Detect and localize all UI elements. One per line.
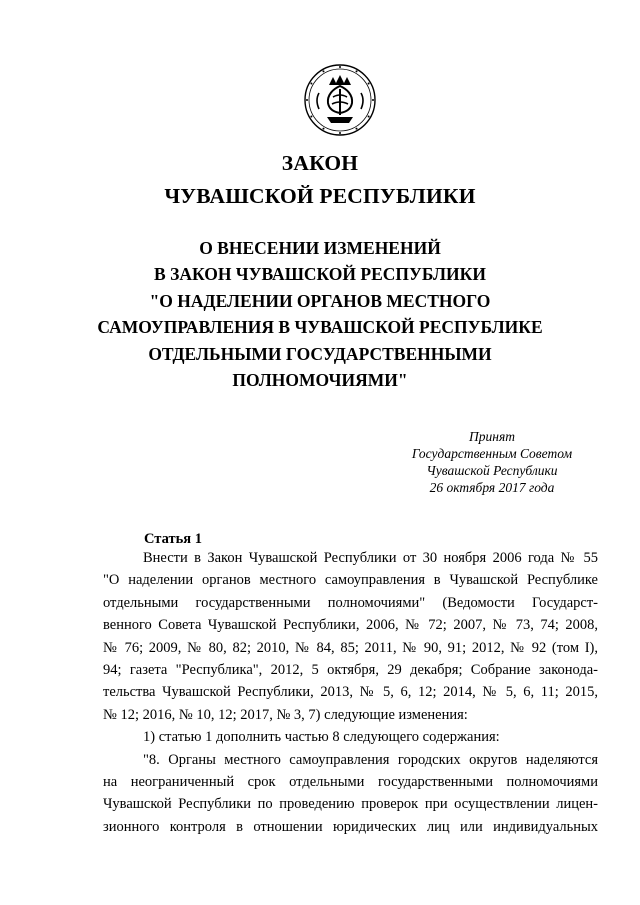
body-line: № 76; 2009, № 80, 82; 2010, № 84, 85; 2011, № 90, 91; 2012, № 92 (том I), <box>103 639 598 656</box>
body-line: на неограниченный срок отдельными государственными полномочиями <box>103 773 598 790</box>
law-subject-line: В ЗАКОН ЧУВАШСКОЙ РЕСПУБЛИКИ <box>154 264 486 285</box>
body-line: Чувашской Республики по проведению проверок при осуществлении лицен- <box>103 796 598 813</box>
chuvash-republic-emblem-icon <box>303 63 377 137</box>
body-line: "О наделении органов местного самоуправления в Чувашской Республике <box>103 572 598 589</box>
law-title-line2: ЧУВАШСКОЙ РЕСПУБЛИКИ <box>164 184 476 208</box>
law-title-line1: ЗАКОН <box>281 151 359 175</box>
law-subject-line: ОТДЕЛЬНЫМИ ГОСУДАРСТВЕННЫМИ <box>148 343 492 364</box>
body-line: 1) статью 1 дополнить частью 8 следующего содержания: <box>143 729 500 746</box>
adoption-line: 26 октября 2017 года <box>429 480 555 495</box>
body-line: "8. Органы местного самоуправления городских округов наделяются <box>143 751 598 768</box>
adoption-line: Чувашской Республики <box>426 463 558 478</box>
law-subject-line: ПОЛНОМОЧИЯМИ" <box>232 370 408 391</box>
body-line: № 12; 2016, № 10, 12; 2017, № 3, 7) следующие изменения: <box>103 706 468 723</box>
adoption-line: Государственным Советом <box>411 446 573 461</box>
body-line: венного Совета Чувашской Республики, 2006, № 72; 2007, № 73, 74; 2008, <box>103 617 598 634</box>
adoption-note <box>392 428 592 496</box>
law-subject-line: "О НАДЕЛЕНИИ ОРГАНОВ МЕСТНОГО <box>149 290 491 311</box>
body-line: тельства Чувашской Республики, 2013, № 5, 6, 12; 2014, № 5, 6, 11; 2015, <box>103 684 598 701</box>
law-subject-line: О ВНЕСЕНИИ ИЗМЕНЕНИЙ <box>199 238 441 258</box>
law-subject <box>0 235 640 393</box>
body-line: зионного контроля в отношении юридических лиц или индивидуальных <box>103 818 598 835</box>
body-line: Внести в Закон Чувашской Республики от 30 ноября 2006 года № 55 <box>143 550 598 566</box>
body-line: 94; газета "Республика", 2012, 5 октября, 29 декабря; Собрание законода- <box>103 661 598 678</box>
article-body <box>103 547 598 838</box>
body-line: отдельными государственными полномочиями" (Ведомости Государст- <box>103 594 598 611</box>
adoption-line: Принят <box>469 429 515 444</box>
law-subject-line: САМОУПРАВЛЕНИЯ В ЧУВАШСКОЙ РЕСПУБЛИКЕ <box>97 317 543 338</box>
article-heading: Статья 1 <box>144 531 202 547</box>
